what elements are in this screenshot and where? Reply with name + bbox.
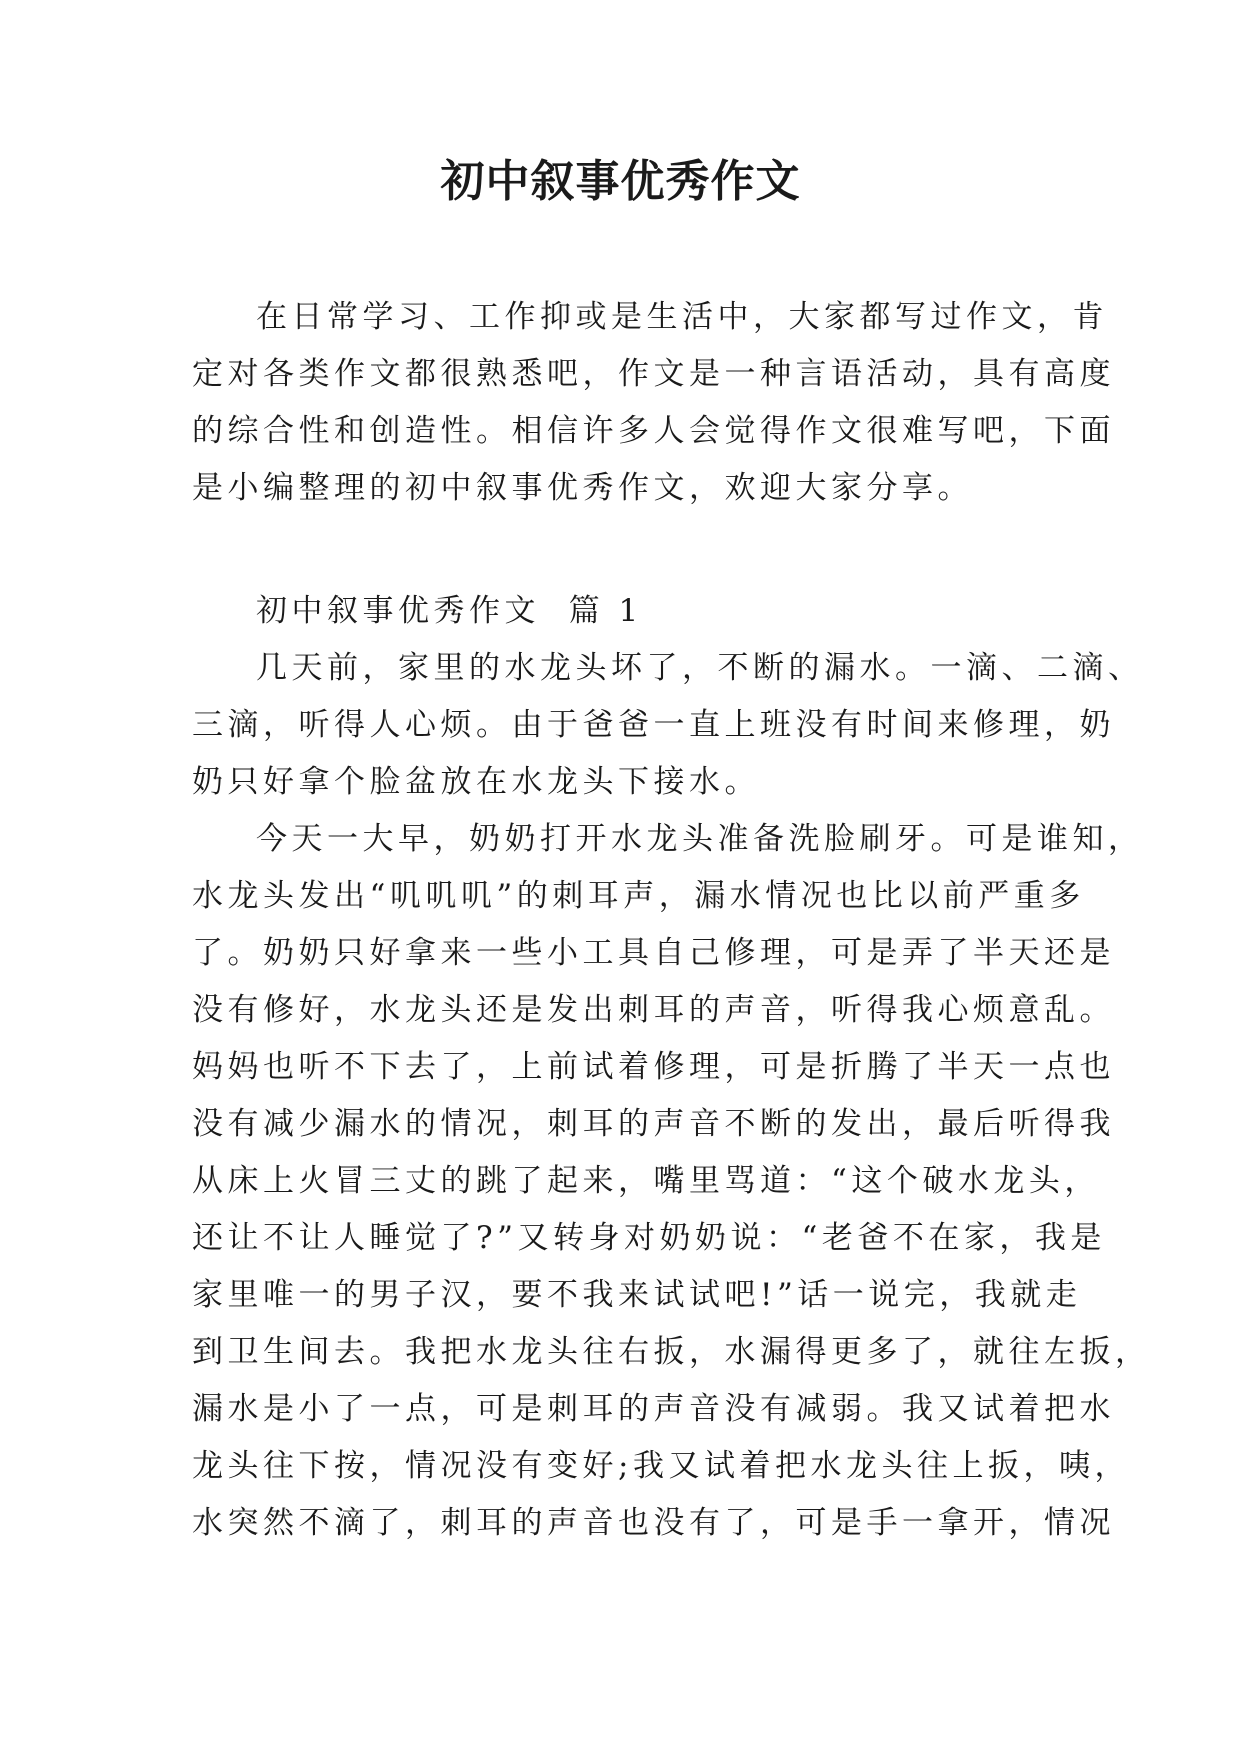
- paragraph-1-line: 奶只好拿个脸盆放在水龙头下接水。: [192, 764, 760, 800]
- intro-line: 的综合性和创造性。相信许多人会觉得作文很难写吧，下面: [192, 413, 1115, 449]
- paragraph-2-line: 没有修好，水龙头还是发出刺耳的声音，听得我心烦意乱。: [192, 992, 1115, 1028]
- intro-line: 是小编整理的初中叙事优秀作文，欢迎大家分享。: [192, 470, 973, 506]
- paragraph-2-line: 还让不让人睡觉了?”又转身对奶奶说：“老爸不在家，我是: [192, 1220, 1106, 1256]
- section-1: [192, 583, 1151, 1552]
- paragraph-2-line: 了。奶奶只好拿来一些小工具自己修理，可是弄了半天还是: [192, 935, 1115, 971]
- paragraph-2-line: 龙头往下按，情况没有变好;我又试着把水龙头往上扳，咦，: [192, 1448, 1130, 1484]
- section-heading: 初中叙事优秀作文 篇 1: [256, 593, 643, 629]
- paragraph-2-line: 家里唯一的男子汉，要不我来试试吧!”话一说完，我就走: [192, 1277, 1082, 1313]
- paragraph-2-line: 今天一大早，奶奶打开水龙头准备洗脸刷牙。可是谁知，: [256, 821, 1144, 857]
- paragraph-2-line: 到卫生间去。我把水龙头往右扳，水漏得更多了，就往左扳，: [192, 1334, 1151, 1370]
- paragraph-2-line: 漏水是小了一点，可是刺耳的声音没有减弱。我又试着把水: [192, 1391, 1115, 1427]
- intro-line: 在日常学习、工作抑或是生活中，大家都写过作文，肯: [256, 299, 1108, 335]
- paragraph-2-line: 妈妈也听不下去了，上前试着修理，可是折腾了半天一点也: [192, 1049, 1115, 1085]
- intro-paragraph: [192, 289, 1115, 517]
- paragraph-2-line: 从床上火冒三丈的跳了起来，嘴里骂道：“这个破水龙头，: [192, 1163, 1100, 1199]
- document-title: 初中叙事优秀作文: [440, 156, 801, 207]
- paragraph-1-line: 几天前，家里的水龙头坏了，不断的漏水。一滴、二滴、: [256, 650, 1144, 686]
- paragraph-2-line: 水突然不滴了，刺耳的声音也没有了，可是手一拿开，情况: [192, 1505, 1115, 1541]
- paragraph-2-line: 没有减少漏水的情况，刺耳的声音不断的发出，最后听得我: [192, 1106, 1115, 1142]
- paragraph-1-line: 三滴，听得人心烦。由于爸爸一直上班没有时间来修理，奶: [192, 707, 1115, 743]
- paragraph-2-line: 水龙头发出“叽叽叽”的刺耳声，漏水情况也比以前严重多: [192, 878, 1085, 914]
- intro-line: 定对各类作文都很熟悉吧，作文是一种言语活动，具有高度: [192, 356, 1115, 392]
